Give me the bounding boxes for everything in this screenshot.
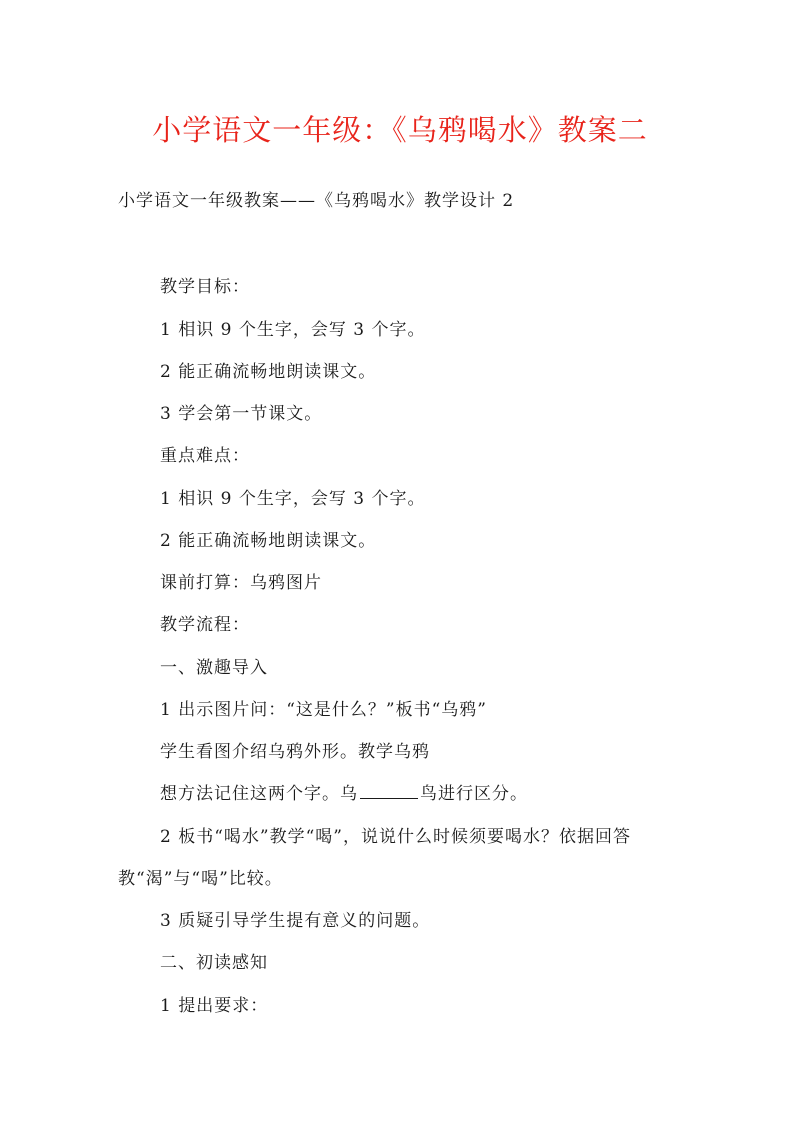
fill-in-blank	[360, 780, 418, 799]
document-title: 小学语文一年级：《乌鸦喝水》教案二	[152, 113, 648, 147]
section-heading-key-points: 重点难点：	[160, 446, 250, 466]
paragraph-continuation: 教“渴”与“喝”比较。	[118, 869, 283, 889]
document-subtitle: 小学语文一年级教案——《乌鸦喝水》教学设计 2	[118, 191, 515, 211]
section-heading-objectives: 教学目标：	[160, 277, 250, 297]
paragraph-line-with-blank	[160, 779, 528, 809]
paragraph-line: 1 出示图片问：“这是什么？”板书“乌鸦”	[160, 700, 487, 720]
blank-after-text: 鸟进行区分。	[420, 784, 528, 804]
paragraph-line: 2 板书“喝水”教学“喝”，说说什么时候须要喝水？依据回答	[160, 827, 631, 847]
paragraph-line: 课前打算：乌鸦图片	[160, 573, 322, 593]
paragraph-line: 2 能正确流畅地朗读课文。	[160, 362, 377, 382]
blank-before-text: 想方法记住这两个字。乌	[160, 784, 358, 804]
section-heading-process: 教学流程：	[160, 615, 250, 635]
paragraph-line: 1 相识 9 个生字，会写 3 个字。	[160, 489, 426, 509]
paragraph-line: 3 学会第一节课文。	[160, 404, 323, 424]
section-heading-first-reading: 二、初读感知	[160, 953, 268, 973]
section-heading-intro: 一、激趣导入	[160, 658, 268, 678]
paragraph-line: 3 质疑引导学生提有意义的问题。	[160, 911, 431, 931]
paragraph-line: 学生看图介绍乌鸦外形。教学乌鸦	[160, 742, 430, 762]
paragraph-line: 1 相识 9 个生字，会写 3 个字。	[160, 320, 426, 340]
paragraph-line: 1 提出要求：	[160, 996, 269, 1016]
paragraph-line: 2 能正确流畅地朗读课文。	[160, 531, 377, 551]
